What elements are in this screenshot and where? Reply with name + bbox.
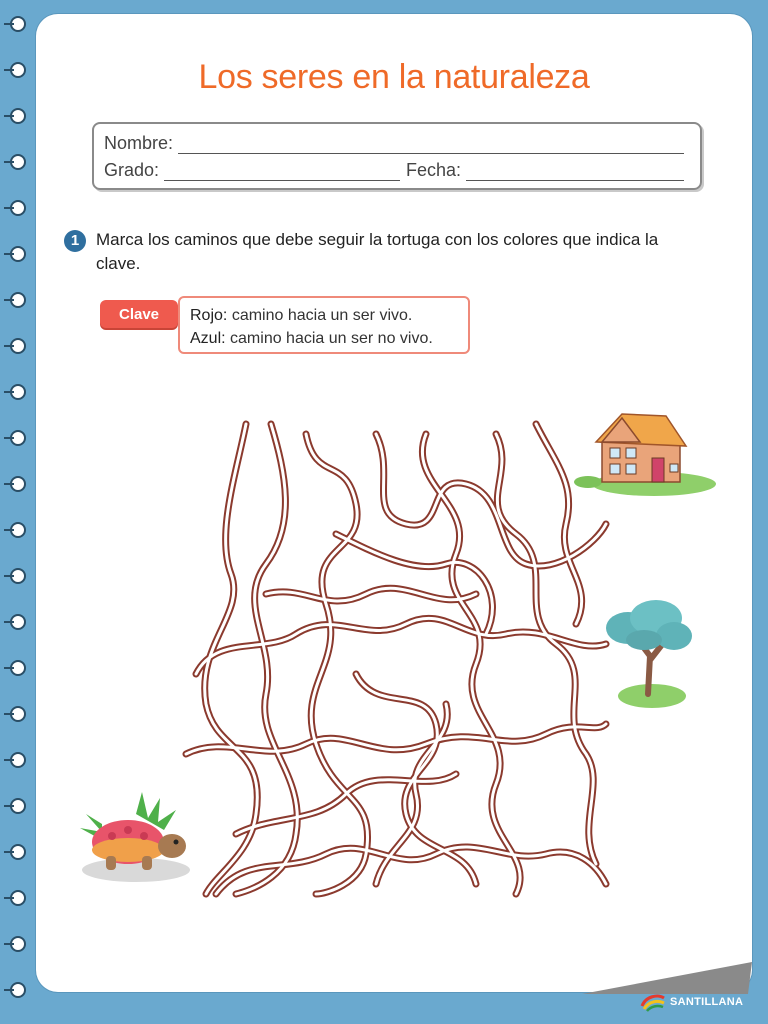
instruction-text: Marca los caminos que debe seguir la tortuga con los colores que indica la clave. [96,230,659,273]
key-tag: Clave [100,300,178,328]
date-field[interactable] [466,164,684,181]
key-item-red: Rojo: camino hacia un ser vivo. [190,307,413,324]
page-title: Los seres en la naturaleza [198,58,590,96]
exercise-instruction [64,228,704,276]
maze[interactable] [176,414,616,914]
grade-field[interactable] [164,164,400,181]
exercise-number: 1 [64,230,86,252]
turtle-illustration [72,784,192,884]
key-box [178,296,470,354]
name-label: Nombre: [104,133,174,153]
worksheet-page [36,14,752,992]
maze-path[interactable] [306,434,368,894]
name-field[interactable] [178,137,684,154]
santillana-logo-icon [640,992,666,1012]
student-info-box [92,122,702,190]
date-label: Fecha: [406,160,462,180]
spiral-binding [0,0,40,1024]
house-illustration [574,406,718,506]
publisher-name: SANTILLANA [670,996,744,1008]
maze-path[interactable] [236,774,456,834]
grade-label: Grado: [104,160,160,180]
tree-illustration [598,596,694,712]
publisher-logo [640,992,743,1012]
key-item-blue: Azul: camino hacia un ser no vivo. [190,330,433,347]
